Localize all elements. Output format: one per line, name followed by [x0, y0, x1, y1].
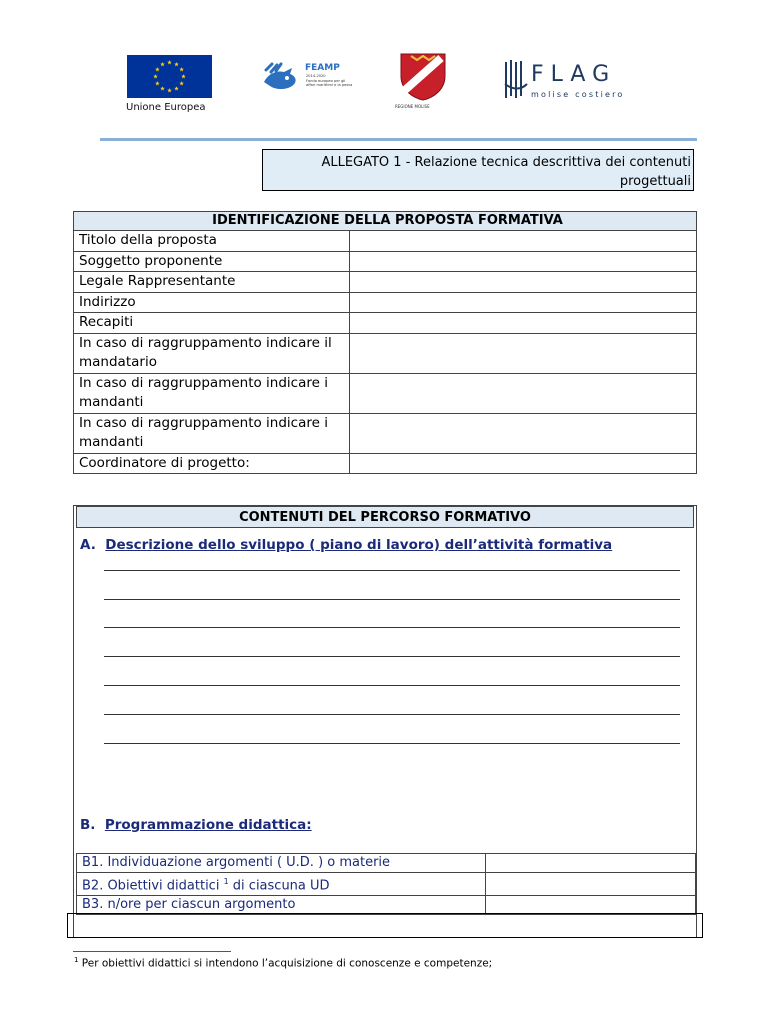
section-b-title	[80, 817, 312, 833]
table-row	[77, 873, 696, 896]
flag-hands-icon	[503, 58, 531, 102]
row-label: Legale Rappresentante	[74, 272, 350, 293]
indirizzo-field[interactable]	[350, 292, 697, 313]
mandatario-field[interactable]	[350, 333, 697, 373]
soggetto-field[interactable]	[350, 251, 697, 272]
eu-star-icon	[155, 67, 160, 71]
eu-caption: Unione Europea	[126, 102, 206, 113]
table-row	[77, 854, 696, 873]
bottom-empty-box	[67, 913, 703, 938]
b2-footnote-ref: 1	[223, 877, 229, 886]
b1-field[interactable]	[486, 854, 696, 873]
region-molise-logo	[397, 50, 449, 112]
eu-star-icon	[174, 86, 179, 90]
coordinatore-field[interactable]	[350, 453, 697, 474]
row-label: Coordinatore di progetto:	[74, 453, 350, 474]
table-row	[74, 292, 697, 313]
eu-star-icon	[174, 62, 179, 66]
table-row	[74, 272, 697, 293]
eu-star-icon	[160, 62, 165, 66]
table-row	[74, 373, 697, 413]
row-label: In caso di raggruppamento indicare i mandanti	[74, 413, 350, 453]
section-a-title	[80, 537, 612, 553]
region-caption: REGIONE MOLISE	[395, 104, 430, 109]
section-a-text: Descrizione dello sviluppo ( piano di lavoro) dell’attività formativa	[105, 537, 613, 553]
table-row	[74, 251, 697, 272]
footnote-text: Per obiettivi didattici si intendono l’acquisizione di conoscenze e competenze;	[78, 957, 493, 970]
legale-field[interactable]	[350, 272, 697, 293]
header-rule	[100, 138, 697, 141]
eu-star-icon	[181, 74, 186, 78]
b2-label-post: di ciascuna UD	[228, 878, 330, 894]
answer-line[interactable]	[104, 599, 680, 600]
answer-line[interactable]	[104, 743, 680, 744]
titolo-field[interactable]	[350, 231, 697, 252]
mandanti-field[interactable]	[350, 373, 697, 413]
row-label: Soggetto proponente	[74, 251, 350, 272]
eu-star-icon	[179, 67, 184, 71]
answer-line[interactable]	[104, 627, 680, 628]
b2-field[interactable]	[486, 873, 696, 896]
b2-label-pre: B2. Obiettivi didattici	[82, 878, 224, 894]
b2-label	[77, 873, 486, 896]
footnote-mark: 1	[74, 956, 79, 964]
table-row	[74, 313, 697, 334]
footnote	[74, 956, 492, 970]
row-label: Indirizzo	[74, 292, 350, 313]
row-label: In caso di raggruppamento indicare il mandatario	[74, 333, 350, 373]
eu-stars-icon	[127, 55, 212, 98]
answer-line[interactable]	[104, 570, 680, 571]
answer-line[interactable]	[104, 685, 680, 686]
footnote-rule	[73, 951, 231, 952]
eu-star-icon	[167, 60, 172, 64]
answer-line[interactable]	[104, 714, 680, 715]
table-row	[77, 896, 696, 915]
row-label: Titolo della proposta	[74, 231, 350, 252]
allegato-title-box	[262, 149, 694, 191]
b3-field[interactable]	[486, 896, 696, 915]
section-b-text: Programmazione didattica:	[104, 817, 312, 833]
table-row	[74, 231, 697, 252]
feamp-subtitle: 2014-2020 Fondo europeo per gli affari marittimi e la pesca	[306, 74, 353, 87]
eu-star-icon	[179, 81, 184, 85]
row-label: Recapiti	[74, 313, 350, 334]
table-row	[74, 453, 697, 474]
hand-fish-icon	[262, 60, 304, 100]
table-row	[74, 333, 697, 373]
eu-star-icon	[153, 74, 158, 78]
programmazione-table	[76, 853, 696, 915]
b3-label: B3. n/ore per ciascun argomento	[77, 896, 486, 915]
section-b-marker: B.	[80, 817, 96, 833]
eu-star-icon	[160, 86, 165, 90]
table-row	[74, 413, 697, 453]
flag-wordmark: FLAG	[531, 62, 617, 87]
answer-line[interactable]	[104, 656, 680, 657]
section-a-marker: A.	[80, 537, 96, 553]
feamp-title: FEAMP	[305, 63, 340, 73]
eu-star-icon	[167, 88, 172, 92]
shield-icon	[397, 50, 449, 102]
identificazione-table	[73, 211, 697, 474]
identificazione-header: IDENTIFICAZIONE DELLA PROPOSTA FORMATIVA	[74, 212, 697, 231]
flag-subtitle: molise costiero	[531, 90, 625, 99]
row-label: In caso di raggruppamento indicare i mandanti	[74, 373, 350, 413]
eu-flag-logo	[127, 55, 212, 98]
contenuti-header: CONTENUTI DEL PERCORSO FORMATIVO	[76, 506, 694, 528]
mandanti-field-2[interactable]	[350, 413, 697, 453]
eu-star-icon	[155, 81, 160, 85]
recapiti-field[interactable]	[350, 313, 697, 334]
b1-label: B1. Individuazione argomenti ( U.D. ) o materie	[77, 854, 486, 873]
allegato-title-line1: ALLEGATO 1 - Relazione tecnica descrittiva dei contenuti	[321, 155, 691, 170]
allegato-title-line2: progettuali	[619, 174, 691, 189]
